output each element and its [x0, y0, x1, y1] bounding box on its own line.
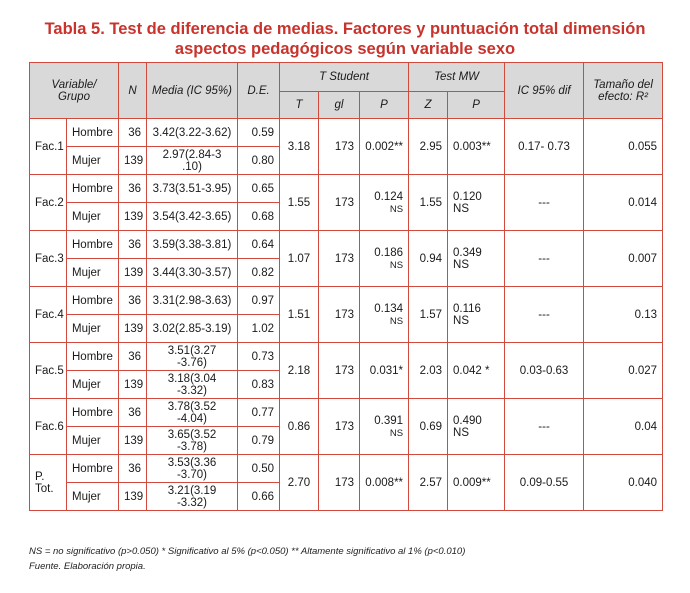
factor-label: Fac.5 — [30, 343, 67, 399]
factor-label: Fac.3 — [30, 231, 67, 287]
factor-label: P. Tot. — [30, 455, 67, 511]
mean-ci-value: 3.02(2.85-3.19) — [147, 315, 238, 343]
mean-ci-value: 3.18(3.04 -3.32) — [147, 371, 238, 399]
sd-value: 0.73 — [238, 343, 280, 371]
p-mw-value: 0.009** — [448, 455, 505, 511]
ns-marker: NS — [389, 259, 404, 271]
factor-label: Fac.6 — [30, 399, 67, 455]
ci-diff-value: 0.03-0.63 — [505, 343, 584, 399]
sd-value: 0.77 — [238, 399, 280, 427]
table-row — [30, 455, 663, 483]
ns-marker: NS — [389, 203, 404, 215]
mean-ci-value: 3.73(3.51-3.95) — [147, 175, 238, 203]
z-value: 2.03 — [409, 343, 448, 399]
source-note: Fuente. Elaboración propia. — [29, 561, 146, 572]
p-mw-value: 0.042 * — [448, 343, 505, 399]
t-value: 2.70 — [280, 455, 319, 511]
p-value: 0.134 NS — [360, 287, 409, 343]
significance-note: NS = no significativo (p>0.050) * Significativo al 5% (p<0.050) ** Altamente significativo al 1% (p<0.010) — [29, 546, 466, 557]
group-label: Hombre — [67, 287, 119, 315]
t-value: 2.18 — [280, 343, 319, 399]
effect-size-value: 0.007 — [584, 231, 663, 287]
header-variable: Variable/ Grupo — [30, 63, 119, 119]
effect-size-value: 0.04 — [584, 399, 663, 455]
group-label: Hombre — [67, 175, 119, 203]
group-label: Mujer — [67, 203, 119, 231]
t-value: 3.18 — [280, 119, 319, 175]
z-value: 0.69 — [409, 399, 448, 455]
header-ic: IC 95% dif — [505, 63, 584, 119]
header-gl: gl — [319, 92, 360, 119]
group-label: Hombre — [67, 399, 119, 427]
header-t: T — [280, 92, 319, 119]
z-value: 0.94 — [409, 231, 448, 287]
mean-ci-value: 2.97(2.84-3 .10) — [147, 147, 238, 175]
group-label: Hombre — [67, 119, 119, 147]
ci-diff-value: --- — [505, 175, 584, 231]
n-value: 139 — [119, 371, 147, 399]
p-mw-value: 0.003** — [448, 119, 505, 175]
mean-ci-value: 3.54(3.42-3.65) — [147, 203, 238, 231]
sd-value: 0.68 — [238, 203, 280, 231]
sd-value: 0.83 — [238, 371, 280, 399]
sd-value: 0.97 — [238, 287, 280, 315]
sd-value: 0.66 — [238, 483, 280, 511]
table-row — [30, 175, 663, 203]
table-row — [30, 343, 663, 371]
header-z: Z — [409, 92, 448, 119]
effect-size-value: 0.055 — [584, 119, 663, 175]
gl-value: 173 — [319, 455, 360, 511]
ci-diff-value: --- — [505, 287, 584, 343]
group-label: Hombre — [67, 343, 119, 371]
p-value: 0.124 NS — [360, 175, 409, 231]
header-effect-size: Tamaño del efecto: R² — [584, 63, 663, 119]
t-value: 1.07 — [280, 231, 319, 287]
p-value: 0.008** — [360, 455, 409, 511]
group-label: Mujer — [67, 147, 119, 175]
p-mw-value: 0.349 NS — [448, 231, 505, 287]
header-n: N — [119, 63, 147, 119]
group-label: Mujer — [67, 427, 119, 455]
p-value: 0.031* — [360, 343, 409, 399]
n-value: 139 — [119, 259, 147, 287]
group-label: Hombre — [67, 455, 119, 483]
p-mw-value: 0.116 NS — [448, 287, 505, 343]
p-value: 0.186 NS — [360, 231, 409, 287]
results-table — [29, 62, 663, 511]
ci-diff-value: --- — [505, 231, 584, 287]
z-value: 2.57 — [409, 455, 448, 511]
n-value: 139 — [119, 483, 147, 511]
mean-ci-value: 3.59(3.38-3.81) — [147, 231, 238, 259]
group-label: Mujer — [67, 259, 119, 287]
z-value: 1.55 — [409, 175, 448, 231]
sd-value: 0.82 — [238, 259, 280, 287]
p-value: 0.391 NS — [360, 399, 409, 455]
mean-ci-value: 3.31(2.98-3.63) — [147, 287, 238, 315]
header-de: D.E. — [238, 63, 280, 119]
table-row — [30, 231, 663, 259]
gl-value: 173 — [319, 119, 360, 175]
effect-size-value: 0.040 — [584, 455, 663, 511]
mean-ci-value: 3.65(3.52 -3.78) — [147, 427, 238, 455]
table-row — [30, 399, 663, 427]
header-t-student: T Student — [280, 63, 409, 92]
ns-marker: NS — [389, 315, 404, 327]
group-label: Mujer — [67, 371, 119, 399]
sd-value: 0.65 — [238, 175, 280, 203]
mean-ci-value: 3.42(3.22-3.62) — [147, 119, 238, 147]
n-value: 36 — [119, 287, 147, 315]
n-value: 139 — [119, 147, 147, 175]
ci-diff-value: 0.09-0.55 — [505, 455, 584, 511]
table-notes — [29, 544, 465, 574]
header-p-mw: P — [448, 92, 505, 119]
factor-label: Fac.2 — [30, 175, 67, 231]
mean-ci-value: 3.44(3.30-3.57) — [147, 259, 238, 287]
sd-value: 1.02 — [238, 315, 280, 343]
n-value: 36 — [119, 231, 147, 259]
n-value: 36 — [119, 399, 147, 427]
mean-ci-value: 3.51(3.27 -3.76) — [147, 343, 238, 371]
n-value: 36 — [119, 119, 147, 147]
factor-label: Fac.4 — [30, 287, 67, 343]
table-title — [0, 19, 690, 59]
effect-size-value: 0.014 — [584, 175, 663, 231]
t-value: 1.55 — [280, 175, 319, 231]
ns-marker: NS — [389, 427, 404, 439]
t-value: 1.51 — [280, 287, 319, 343]
t-value: 0.86 — [280, 399, 319, 455]
ci-diff-value: --- — [505, 399, 584, 455]
effect-size-value: 0.027 — [584, 343, 663, 399]
gl-value: 173 — [319, 231, 360, 287]
n-value: 36 — [119, 343, 147, 371]
p-mw-value: 0.490 NS — [448, 399, 505, 455]
p-value: 0.002** — [360, 119, 409, 175]
gl-value: 173 — [319, 399, 360, 455]
gl-value: 173 — [319, 343, 360, 399]
n-value: 139 — [119, 315, 147, 343]
table-row — [30, 119, 663, 147]
header-p: P — [360, 92, 409, 119]
header-test-mw: Test MW — [409, 63, 505, 92]
header-media: Media (IC 95%) — [147, 63, 238, 119]
n-value: 139 — [119, 203, 147, 231]
sd-value: 0.50 — [238, 455, 280, 483]
sd-value: 0.64 — [238, 231, 280, 259]
table-row — [30, 287, 663, 315]
sd-value: 0.79 — [238, 427, 280, 455]
sd-value: 0.80 — [238, 147, 280, 175]
gl-value: 173 — [319, 175, 360, 231]
mean-ci-value: 3.53(3.36 -3.70) — [147, 455, 238, 483]
group-label: Mujer — [67, 483, 119, 511]
effect-size-value: 0.13 — [584, 287, 663, 343]
n-value: 36 — [119, 175, 147, 203]
z-value: 1.57 — [409, 287, 448, 343]
title-line-2: aspectos pedagógicos según variable sexo — [174, 40, 516, 58]
p-mw-value: 0.120 NS — [448, 175, 505, 231]
gl-value: 173 — [319, 287, 360, 343]
n-value: 139 — [119, 427, 147, 455]
n-value: 36 — [119, 455, 147, 483]
mean-ci-value: 3.78(3.52 -4.04) — [147, 399, 238, 427]
group-label: Hombre — [67, 231, 119, 259]
mean-ci-value: 3.21(3.19 -3.32) — [147, 483, 238, 511]
sd-value: 0.59 — [238, 119, 280, 147]
table-body — [30, 119, 663, 511]
z-value: 2.95 — [409, 119, 448, 175]
group-label: Mujer — [67, 315, 119, 343]
factor-label: Fac.1 — [30, 119, 67, 175]
ci-diff-value: 0.17- 0.73 — [505, 119, 584, 175]
title-line-1: Tabla 5. Test de diferencia de medias. Factores y puntuación total dimensión — [44, 20, 646, 38]
